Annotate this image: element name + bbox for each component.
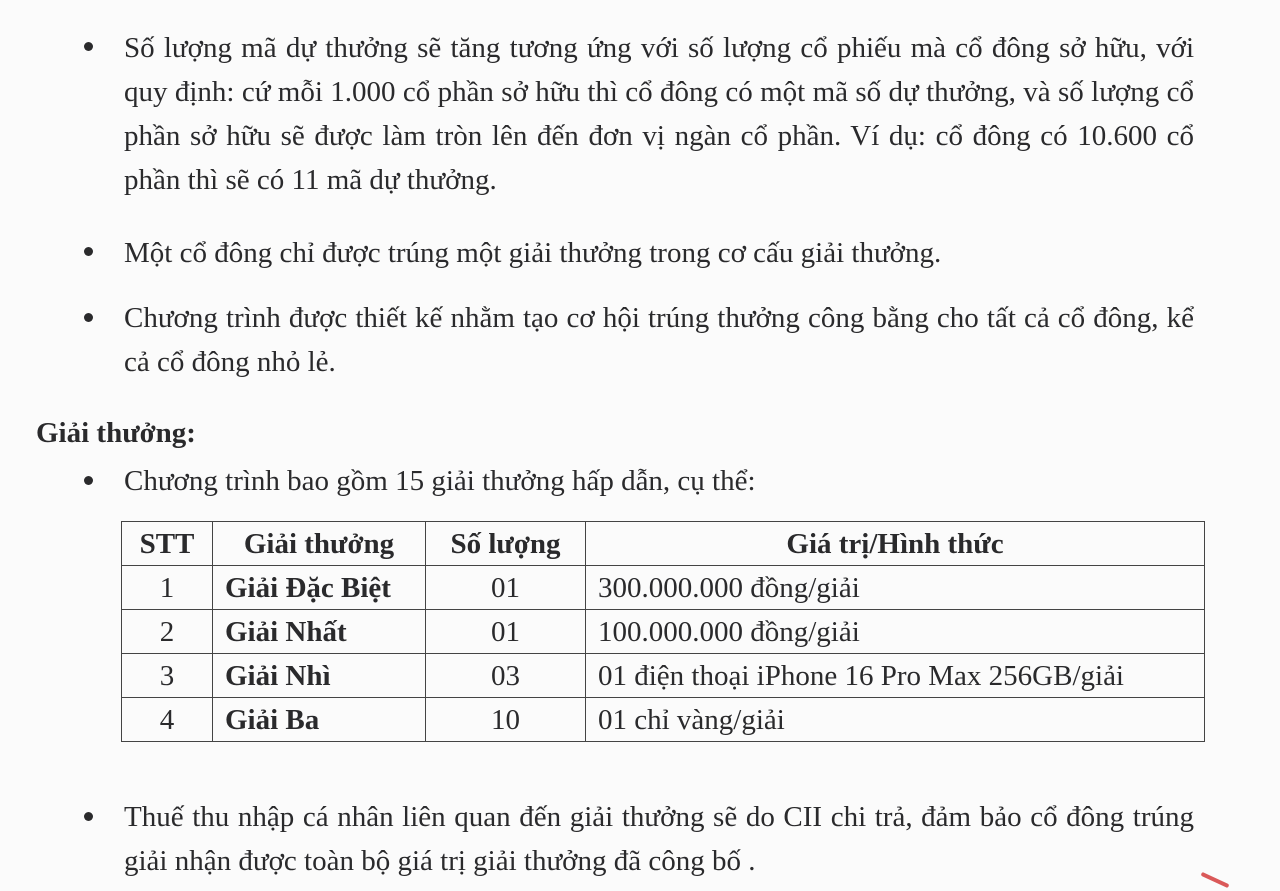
bullet-icon bbox=[84, 247, 93, 256]
cell-prize-name: Giải Ba bbox=[213, 698, 426, 742]
bullet-fairness bbox=[124, 296, 1194, 384]
header-stt: STT bbox=[122, 522, 213, 566]
cell-value: 01 chỉ vàng/giải bbox=[586, 698, 1205, 742]
bullet-one-prize-rule bbox=[124, 231, 1194, 275]
table-row bbox=[122, 610, 1205, 654]
header-value: Giá trị/Hình thức bbox=[586, 522, 1205, 566]
cell-stt: 4 bbox=[122, 698, 213, 742]
cell-prize-name: Giải Đặc Biệt bbox=[213, 566, 426, 610]
bullet-icon bbox=[84, 313, 93, 322]
bullet-text: Thuế thu nhập cá nhân liên quan đến giải thưởng sẽ do CII chi trả, đảm bảo cổ đông trúng giải nhận được toàn bộ giá trị giải thưởng đã công bố . bbox=[124, 801, 1194, 877]
cell-quantity: 01 bbox=[426, 566, 586, 610]
bullet-icon bbox=[84, 476, 93, 485]
bullet-ticket-count-rule bbox=[124, 26, 1194, 202]
section-heading-prizes: Giải thưởng: bbox=[36, 417, 196, 449]
bullet-text: Chương trình được thiết kế nhằm tạo cơ hội trúng thưởng công bằng cho tất cả cổ đông, kể cả cổ đông nhỏ lẻ. bbox=[124, 302, 1194, 378]
bullet-tax-note bbox=[124, 795, 1194, 883]
table-row bbox=[122, 698, 1205, 742]
cell-quantity: 03 bbox=[426, 654, 586, 698]
bullet-prize-intro bbox=[124, 459, 1194, 503]
cell-stt: 3 bbox=[122, 654, 213, 698]
cell-prize-name: Giải Nhì bbox=[213, 654, 426, 698]
table-row bbox=[122, 654, 1205, 698]
cell-value: 300.000.000 đồng/giải bbox=[586, 566, 1205, 610]
table-header-row bbox=[122, 522, 1205, 566]
bullet-text: Một cổ đông chỉ được trúng một giải thưởng trong cơ cấu giải thưởng. bbox=[124, 237, 942, 269]
cell-stt: 1 bbox=[122, 566, 213, 610]
bullet-icon bbox=[84, 812, 93, 821]
stamp-mark-fragment bbox=[1201, 872, 1230, 888]
header-quantity: Số lượng bbox=[426, 522, 586, 566]
prize-table bbox=[121, 521, 1205, 742]
bullet-text: Số lượng mã dự thưởng sẽ tăng tương ứng với số lượng cổ phiếu mà cổ đông sở hữu, với quy định: cứ mỗi 1.000 cổ phần sở hữu thì cổ đông có một mã số dự thưởng, và số lượng cổ phần sở hữu sẽ được làm tròn lên đến đơn vị ngàn cổ phần. Ví dụ: cổ đông có 10.600 cổ phần thì sẽ có 11 mã dự thưởng. bbox=[124, 32, 1194, 196]
table-row bbox=[122, 566, 1205, 610]
bullet-icon bbox=[84, 42, 93, 51]
header-prize: Giải thưởng bbox=[213, 522, 426, 566]
cell-value: 01 điện thoại iPhone 16 Pro Max 256GB/giải bbox=[586, 654, 1205, 698]
cell-quantity: 10 bbox=[426, 698, 586, 742]
cell-value: 100.000.000 đồng/giải bbox=[586, 610, 1205, 654]
cell-quantity: 01 bbox=[426, 610, 586, 654]
cell-prize-name: Giải Nhất bbox=[213, 610, 426, 654]
bullet-text: Chương trình bao gồm 15 giải thưởng hấp dẫn, cụ thể: bbox=[124, 465, 756, 497]
cell-stt: 2 bbox=[122, 610, 213, 654]
